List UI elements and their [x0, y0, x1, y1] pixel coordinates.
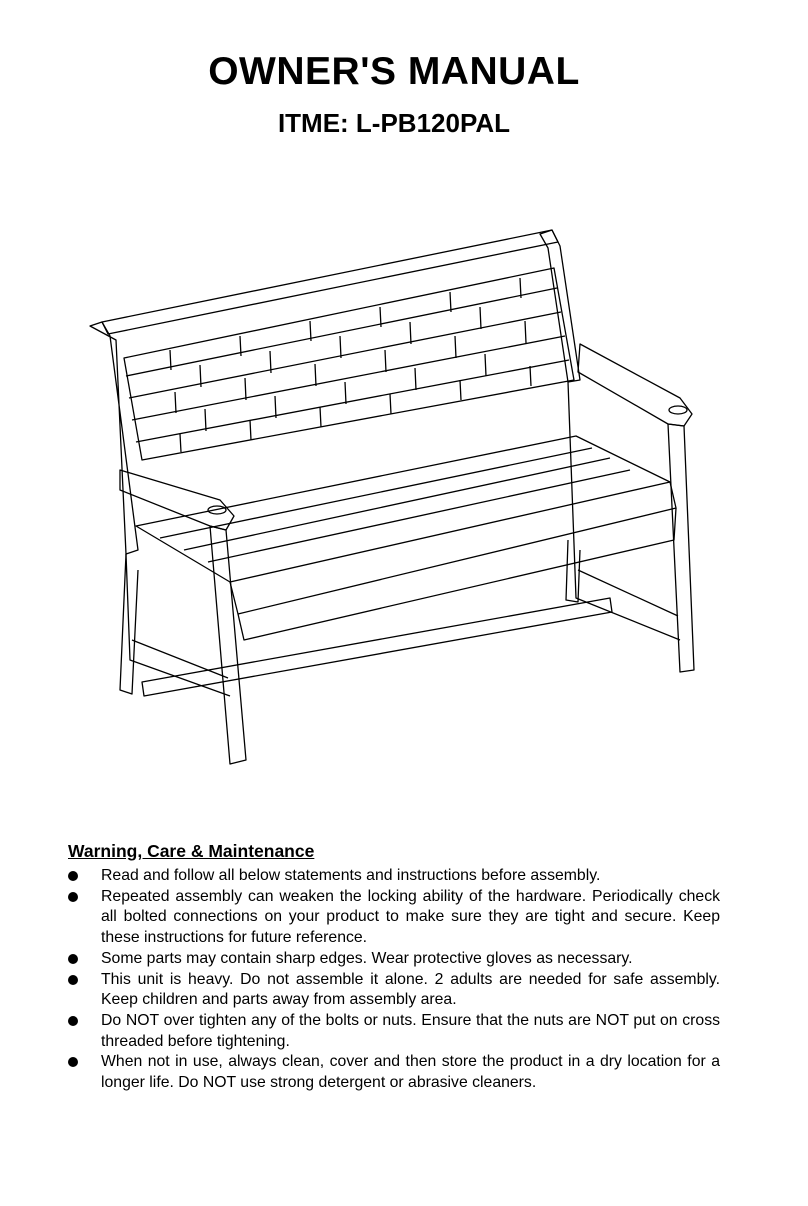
list-item: Read and follow all below statements and instructions before assembly.	[68, 866, 720, 887]
bullet-icon	[68, 975, 78, 985]
bullet-icon	[68, 871, 78, 881]
bullet-icon	[68, 954, 78, 964]
list-item: Do NOT over tighten any of the bolts or nuts. Ensure that the nuts are NOT put on cross threaded before tightening.	[68, 1011, 720, 1052]
bullet-icon	[68, 1016, 78, 1026]
manual-title: OWNER'S MANUAL	[208, 50, 580, 93]
list-item: This unit is heavy. Do not assemble it alone. 2 adults are needed for safe assembly. Keep children and parts away from assembly area.	[68, 970, 720, 1011]
bullet-icon	[68, 892, 78, 902]
list-item: Repeated assembly can weaken the locking ability of the hardware. Periodically check all bolted connections on your product to make sure they are tight and secure. Keep these instructions for future reference.	[68, 887, 720, 949]
warning-list	[68, 866, 720, 1094]
bench-illustration	[80, 220, 720, 780]
garden-bench-icon	[80, 220, 720, 780]
warning-heading: Warning, Care & Maintenance	[68, 841, 315, 861]
list-item: When not in use, always clean, cover and then store the product in a dry location for a longer life. Do NOT use strong detergent or abrasive cleaners.	[68, 1052, 720, 1093]
item-number: ITME: L-PB120PAL	[277, 108, 511, 138]
list-item: Some parts may contain sharp edges. Wear protective gloves as necessary.	[68, 949, 720, 970]
bullet-icon	[68, 1057, 78, 1067]
